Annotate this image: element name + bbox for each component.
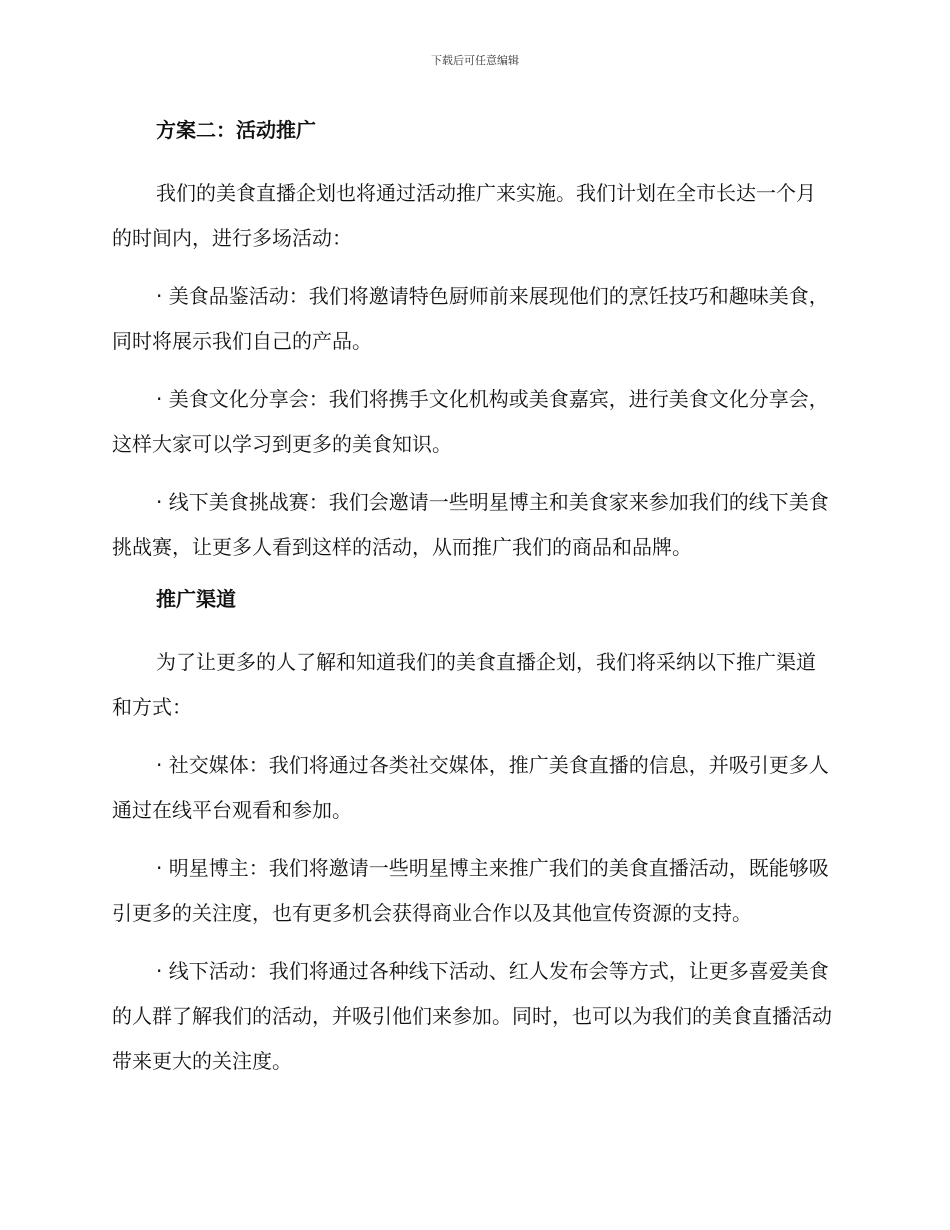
page-header-note: 下载后可任意编辑 bbox=[431, 54, 519, 67]
bullet-item: · 线下美食挑战赛：我们会邀请一些明星博主和美食家来参加我们的线下美食挑战赛，让更多人看到这样的活动，从而推广我们的商品和品牌。 bbox=[112, 490, 829, 559]
bullet-item: · 明星博主：我们将邀请一些明星博主来推广我们的美食直播活动，既能够吸引更多的关注度，也有更多机会获得商业合作以及其他宣传资源的支持。 bbox=[112, 856, 829, 925]
document-body bbox=[112, 114, 832, 1097]
section-heading: 推广渠道 bbox=[156, 587, 236, 611]
bullet-item: · 社交媒体：我们将通过各类社交媒体，推广美食直播的信息，并吸引更多人通过在线平台观看和参加。 bbox=[112, 753, 829, 822]
section-intro: 我们的美食直播企划也将通过活动推广来实施。我们计划在全市长达一个月的时间内，进行多场活动： bbox=[112, 181, 816, 250]
section-intro: 为了让更多的人了解和知道我们的美食直播企划，我们将采纳以下推广渠道和方式： bbox=[112, 650, 816, 719]
section-promotion-channels bbox=[112, 583, 832, 1084]
section-activity-promotion bbox=[112, 114, 832, 570]
bullet-item: · 美食品鉴活动：我们将邀请特色厨师前来展现他们的烹饪技巧和趣味美食，同时将展示我们自己的产品。 bbox=[112, 284, 829, 353]
bullet-item: · 线下活动：我们将通过各种线下活动、红人发布会等方式，让更多喜爱美食的人群了解我们的活动，并吸引他们来参加。同时，也可以为我们的美食直播活动带来更大的关注度。 bbox=[112, 959, 832, 1073]
section-heading: 方案二：活动推广 bbox=[156, 118, 316, 142]
bullet-item: · 美食文化分享会：我们将携手文化机构或美食嘉宾，进行美食文化分享会，这样大家可以学习到更多的美食知识。 bbox=[112, 387, 829, 456]
